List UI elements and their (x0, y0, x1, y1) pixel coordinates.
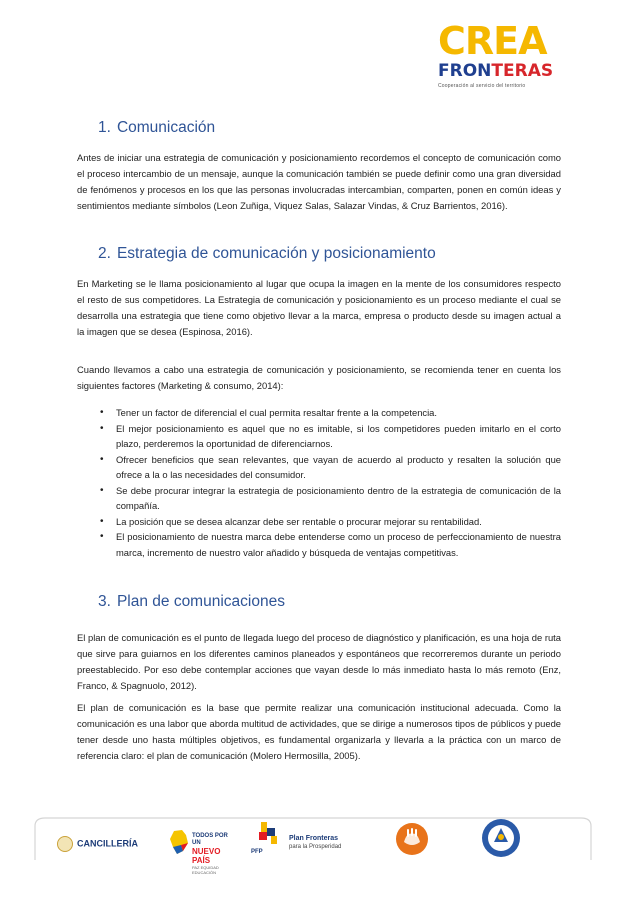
bullet-icon: • (100, 453, 104, 465)
list-item: • El mejor posicionamiento es aquel que no es imitable, si los competidores pueden imitarlo en el corto plazo, perderemos la oportunidad de diferenciarnos. (100, 422, 561, 449)
hands-circle-logo-icon (395, 822, 429, 856)
section-3-paragraph-2: El plan de comunicación es la base que permite realizar una comunicación institucional adecuada. Como la comunicación es una labor que aborda multitud de actividades, que se dirige a numerosos tipos de públicos y puede tener desde uno hasta múltiples objetivos, es fundamental organizarla y llevarla a la práctica con un marco de referencia claro: el plan de comunicación (Molero Hermosilla, 2005). (77, 702, 561, 761)
cancilleria-logo: CANCILLERÍA (57, 836, 138, 852)
section-heading-3: 3. Plan de comunicaciones (98, 593, 285, 610)
crea-fronteras-logo (438, 19, 563, 92)
bullet-icon: • (100, 407, 104, 418)
bullet-icon: • (100, 515, 104, 527)
bullet-icon: • (100, 531, 104, 542)
logo-tagline: Cooperación al servicio del territorio (438, 83, 526, 89)
list-item: • El posicionamiento de nuestra marca debe entenderse como un proceso de perfeccionamiento de nuestra marca, incremento de nuestro valor añadido y búsqueda de ventajas competitivas. (100, 531, 561, 558)
bullet-icon: • (100, 484, 104, 496)
colombia-map-icon (168, 829, 190, 855)
plan-fronteras-logo: PFP Plan Fronteras para la Prosperidad (251, 820, 371, 860)
bullet-icon: • (100, 422, 104, 434)
list-item: • Se debe procurar integrar la estrategia de posicionamiento dentro de la estrategia de comunicación de la compañía. (100, 484, 561, 511)
list-item: • Tener un factor de diferencial el cual permita resaltar frente a la competencia. (100, 405, 561, 421)
circular-seal-logo-icon (481, 818, 521, 858)
list-item: • La posición que se desea alcanzar debe ser rentable o procurar mejorar su rentabilidad. (100, 514, 561, 530)
section-heading-1: 1. Comunicación (98, 119, 216, 136)
positioning-factors-list (100, 405, 561, 560)
section-heading-2: 2. Estrategia de comunicación y posicionamiento (98, 245, 436, 262)
section-1-paragraph: Antes de iniciar una estrategia de comunicación y posicionamiento recordemos el concepto de comunicación como el proceso intercambio de un mensaje, aunque la comunicación también se puede definir como una gran diversidad de fenómenos y procesos en los que las personas involucradas intercambian, comparten, ponen en común ideas y sentimientos mediante símbolos (Leon Zuñiga, Viquez Salas, Salazar Vindas, & Cruz Barrientos, 2016). (77, 152, 561, 211)
section-2-paragraph-2: Cuando llevamos a cabo una estrategia de comunicación y posicionamiento, se recomienda tener en cuenta los siguientes factores (Marketing & consumo, 2014): (77, 364, 561, 391)
section-2-paragraph-1: En Marketing se le llama posicionamiento al lugar que ocupa la imagen en la mente de los consumidores respecto el resto de sus competidores. La Estrategia de comunicación y posicionamiento es un proceso mediante el cual se desarrolla una estrategia que tiene como objetivo llevar a la marca, empresa o producto desde su imagen actual a la imagen que se desea (Espinosa, 2016). (77, 278, 561, 337)
footer-logos: CANCILLERÍA TODOS POR UN NUEVO PAÍS PAZ EQUIDAD EDUCACIÓN PFP Plan Fronteras para la Prosperidad (33, 816, 593, 860)
section-3-paragraph-1: El plan de comunicación es el punto de llegada luego del proceso de diagnóstico y planificación, es una hoja de ruta que sirve para guiarnos en los diferentes caminos planeados y espontáneos que recorreremos durante un periodo preestablecido. Por eso debe contemplar acciones que vayan desde lo más inmediato hasta lo más remoto (Enz, Franco, & Spagnuolo, 2012). (77, 632, 561, 691)
list-item: • Ofrecer beneficios que sean relevantes, que vayan de acuerdo al producto y resalten la solución que ofrece a la o las necesidades del consumidor. (100, 453, 561, 480)
fronteras-logo-text: FRONTERAS (438, 61, 554, 81)
plan-fronteras-mark-icon (253, 820, 289, 852)
colombia-seal-icon (57, 836, 73, 852)
crea-logo-text: CREA (438, 19, 547, 63)
